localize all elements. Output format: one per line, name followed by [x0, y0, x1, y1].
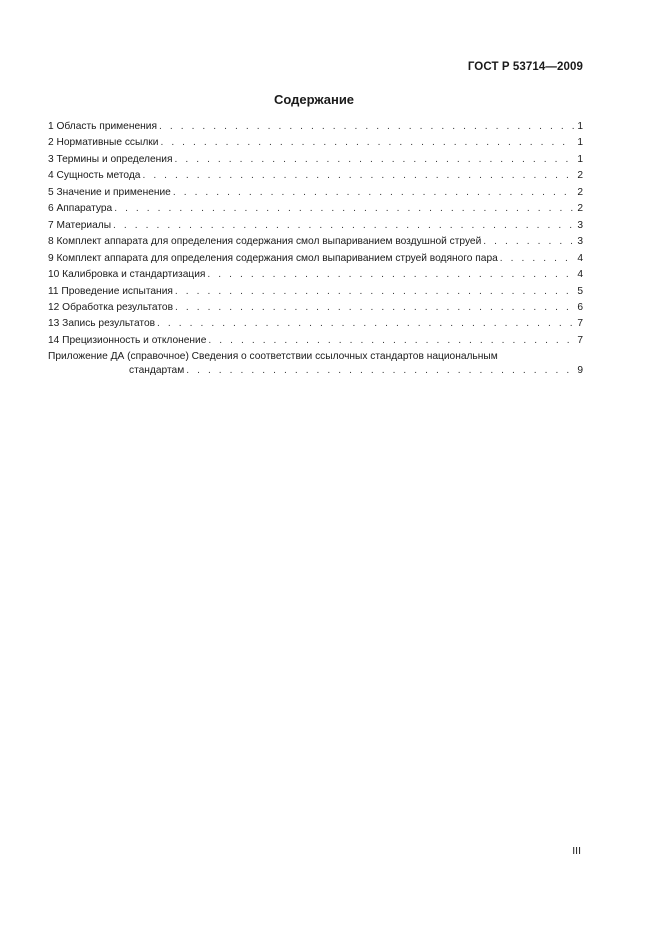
- document-code: ГОСТ Р 53714—2009: [467, 61, 583, 73]
- toc-entry-page: 4: [577, 269, 583, 281]
- toc-entry-9[interactable]: [48, 251, 583, 267]
- toc-entry-page: 1: [577, 137, 583, 149]
- toc-entry-label: 14 Прецизионность и отклонение: [48, 334, 207, 346]
- toc-entry-8[interactable]: [48, 234, 583, 250]
- dot-leader: [186, 364, 574, 378]
- toc-entry-label: 5 Значение и применение: [48, 186, 171, 198]
- toc-entry-page: 7: [577, 334, 583, 346]
- toc-entry-label: 13 Запись результатов: [48, 318, 156, 330]
- toc-entry-page: 1: [577, 153, 583, 165]
- toc-entry-11[interactable]: [48, 284, 583, 300]
- dot-leader: [208, 333, 574, 349]
- toc-entry-3[interactable]: [48, 152, 583, 168]
- toc-entry-label: 6 Аппаратура: [48, 203, 113, 215]
- dot-leader: [174, 152, 574, 168]
- dot-leader: [157, 316, 574, 332]
- toc-entry-10[interactable]: [48, 267, 583, 283]
- toc-entry-6[interactable]: [48, 201, 583, 217]
- dot-leader: [114, 201, 574, 217]
- table-of-contents: [48, 119, 583, 378]
- toc-entry-page: 3: [577, 219, 583, 231]
- dot-leader: [175, 300, 574, 316]
- toc-entry-page: 2: [577, 186, 583, 198]
- toc-entry-annex[interactable]: [48, 350, 583, 378]
- toc-entry-4[interactable]: [48, 168, 583, 184]
- toc-entry-label: 12 Обработка результатов: [48, 301, 173, 313]
- toc-entry-label: 3 Термины и определения: [48, 153, 173, 165]
- toc-entry-page: 2: [577, 203, 583, 215]
- toc-entry-page: 9: [577, 365, 583, 377]
- dot-leader: [500, 251, 574, 267]
- toc-entry-5[interactable]: [48, 185, 583, 201]
- dot-leader: [159, 119, 574, 135]
- toc-annex-label-cont: стандартам: [129, 365, 185, 377]
- dot-leader: [173, 185, 574, 201]
- toc-entry-2[interactable]: [48, 135, 583, 151]
- dot-leader: [207, 267, 574, 283]
- toc-entry-13[interactable]: [48, 316, 583, 332]
- dot-leader: [113, 218, 574, 234]
- dot-leader: [175, 284, 574, 300]
- toc-entry-label: 8 Комплект аппарата для определения содержания смол выпариванием воздушной струей: [48, 236, 482, 248]
- toc-annex-continuation: [48, 364, 583, 378]
- toc-entry-label: 11 Проведение испытания: [48, 285, 173, 297]
- toc-entry-page: 6: [577, 301, 583, 313]
- dot-leader: [142, 168, 574, 184]
- toc-entry-14[interactable]: [48, 333, 583, 349]
- toc-annex-title: Приложение ДА (справочное) Сведения о соответствии ссылочных стандартов национальным: [48, 351, 498, 363]
- toc-entry-label: 9 Комплект аппарата для определения содержания смол выпариванием струей водяного пара: [48, 252, 498, 264]
- toc-entry-page: 7: [577, 318, 583, 330]
- toc-entry-label: 2 Нормативные ссылки: [48, 137, 159, 149]
- toc-entry-label: 7 Материалы: [48, 219, 112, 231]
- dot-leader: [160, 135, 574, 151]
- toc-entry-page: 1: [577, 121, 583, 132]
- toc-entry-page: 2: [577, 170, 583, 182]
- page-number: III: [572, 845, 581, 857]
- toc-entry-label: 1 Область применения: [48, 121, 157, 132]
- toc-entry-1[interactable]: [48, 119, 583, 135]
- toc-entry-label: 10 Калибровка и стандартизация: [48, 269, 206, 281]
- toc-entry-12[interactable]: [48, 300, 583, 316]
- toc-entry-page: 3: [577, 236, 583, 248]
- toc-title: Содержание: [273, 92, 355, 107]
- toc-entry-label: 4 Сущность метода: [48, 170, 141, 182]
- toc-entry-page: 4: [577, 252, 583, 264]
- toc-entry-page: 5: [577, 285, 583, 297]
- dot-leader: [483, 234, 574, 250]
- toc-entry-7[interactable]: [48, 218, 583, 234]
